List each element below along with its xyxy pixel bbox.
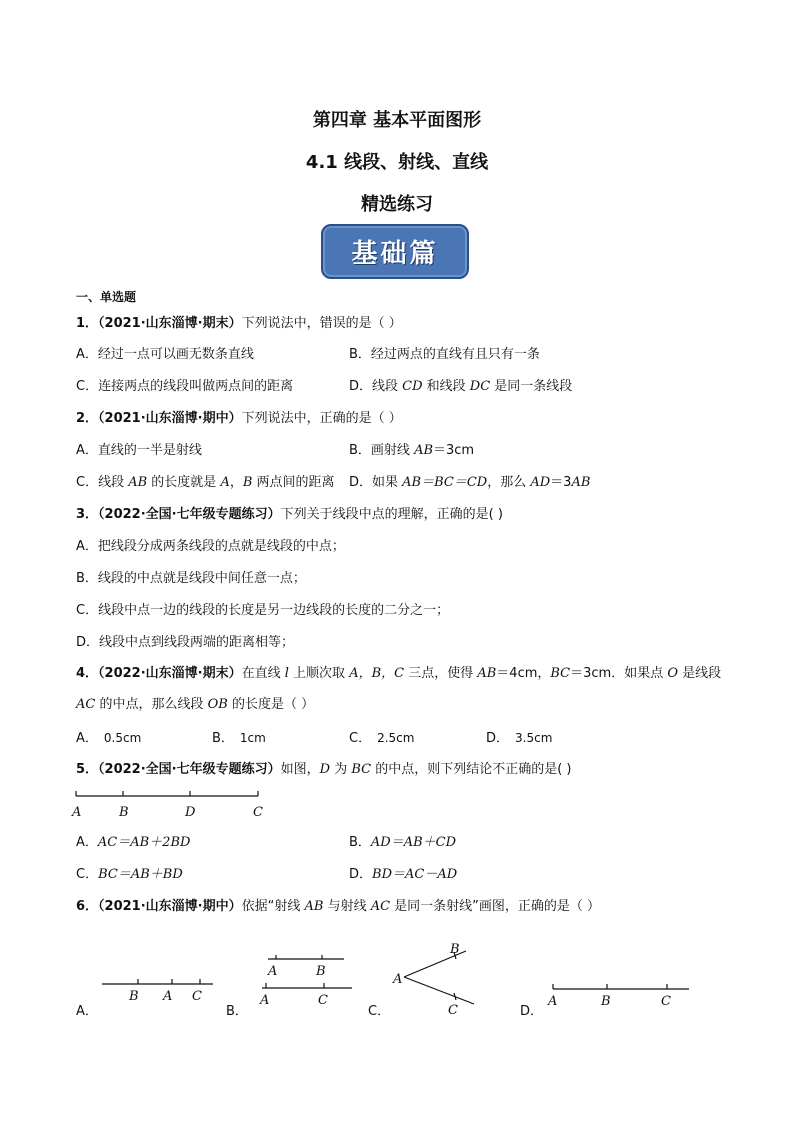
svg-text:C: C — [192, 989, 202, 1004]
q2-stem: 2．（2021·山东淄博·期中）下列说法中，正确的是（ ） — [76, 411, 402, 426]
svg-text:B: B — [601, 994, 611, 1009]
q4-option-a: A． 0.5cm — [76, 731, 142, 746]
q1-option-d: D．线段 CD 和线段 DC 是同一条线段 — [349, 379, 573, 394]
svg-text:B: B — [450, 942, 460, 957]
q5-option-a: A．AC＝AB＋2BD — [76, 835, 191, 850]
q6-figure-b — [258, 952, 358, 1010]
q5-label-d: D — [185, 805, 196, 820]
q1-option-a: A．经过一点可以画无数条直线 — [76, 347, 254, 362]
q6-option-d: D． — [520, 1004, 544, 1019]
level-badge — [321, 224, 469, 279]
q3-option-d: D．线段中点到线段两端的距离相等； — [76, 635, 295, 650]
svg-text:A: A — [268, 964, 278, 979]
q1-stem: 1．（2021·山东淄博·期末）下列说法中，错误的是（ ） — [76, 316, 402, 331]
q2-option-c: C．线段 AB 的长度就是 A，B 两点间的距离 — [76, 475, 335, 490]
q5-stem: 5．（2022·全国·七年级专题练习）如图，D 为 BC 的中点，则下列结论不正确的是( ) — [76, 762, 572, 777]
q4-option-d: D． 3.5cm — [486, 731, 553, 746]
q4-option-c: C． 2.5cm — [349, 731, 415, 746]
chapter-title: 第四章 基本平面图形 — [312, 110, 482, 131]
q2-option-a: A．直线的一半是射线 — [76, 443, 202, 458]
q1-option-c: C．连接两点的线段叫做两点间的距离 — [76, 379, 294, 394]
svg-text:A: A — [260, 993, 270, 1008]
svg-text:C: C — [448, 1003, 458, 1018]
svg-text:C: C — [318, 993, 328, 1008]
q6-option-c: C． — [368, 1004, 391, 1019]
q6-option-b: B． — [226, 1004, 248, 1019]
q3-option-b: B．线段的中点就是线段中间任意一点； — [76, 571, 306, 586]
q2-option-d: D．如果 AB＝BC＝CD，那么 AD＝3AB — [349, 475, 591, 490]
svg-text:B: B — [129, 989, 139, 1004]
q3-option-a: A．把线段分成两条线段的点就是线段的中点； — [76, 539, 345, 554]
q6-option-a: A． — [76, 1004, 98, 1019]
q1-option-b: B．经过两点的直线有且只有一条 — [349, 347, 540, 362]
q6-figure-c — [390, 940, 480, 1018]
svg-text:B: B — [316, 964, 326, 979]
q5-label-b: B — [119, 805, 129, 820]
subtitle: 精选练习 — [361, 194, 433, 215]
q5-option-b: B．AD＝AB＋CD — [349, 835, 457, 850]
q4-stem-line2: AC 的中点，那么线段 OB 的长度是（ ） — [76, 697, 315, 712]
section-heading: 一、单选题 — [76, 290, 137, 304]
svg-text:C: C — [661, 994, 671, 1009]
svg-text:A: A — [548, 994, 558, 1009]
q6-stem: 6．（2021·山东淄博·期中）依据“射线 AB 与射线 AC 是同一条射线”画图，正确的是（ ） — [76, 899, 601, 914]
level-badge-text: 基础篇 — [351, 239, 439, 269]
q5-label-c: C — [253, 805, 263, 820]
q5-figure — [70, 788, 270, 822]
q3-stem: 3．（2022·全国·七年级专题练习）下列关于线段中点的理解，正确的是( ) — [76, 507, 503, 522]
svg-text:A: A — [163, 989, 173, 1004]
q6-figure-a — [100, 975, 220, 1005]
q3-option-c: C．线段中点一边的线段的长度是另一边线段的长度的二分之一； — [76, 603, 450, 618]
q5-option-c: C．BC＝AB＋BD — [76, 867, 183, 882]
q4-stem-line1: 4．（2022·山东淄博·期末）在直线 l 上顺次取 A，B，C 三点，使得 AB＝4cm，BC＝3cm．如果点 O 是线段 — [76, 666, 722, 681]
q4-option-b: B． 1cm — [212, 731, 266, 746]
q5-option-d: D．BD＝AC－AD — [349, 867, 458, 882]
q2-option-b: B．画射线 AB＝3cm — [349, 443, 475, 458]
q5-label-a: A — [72, 805, 82, 820]
q6-figure-d — [545, 980, 695, 1010]
section-title: 4.1 线段、射线、直线 — [305, 152, 489, 173]
svg-text:A: A — [393, 972, 403, 987]
